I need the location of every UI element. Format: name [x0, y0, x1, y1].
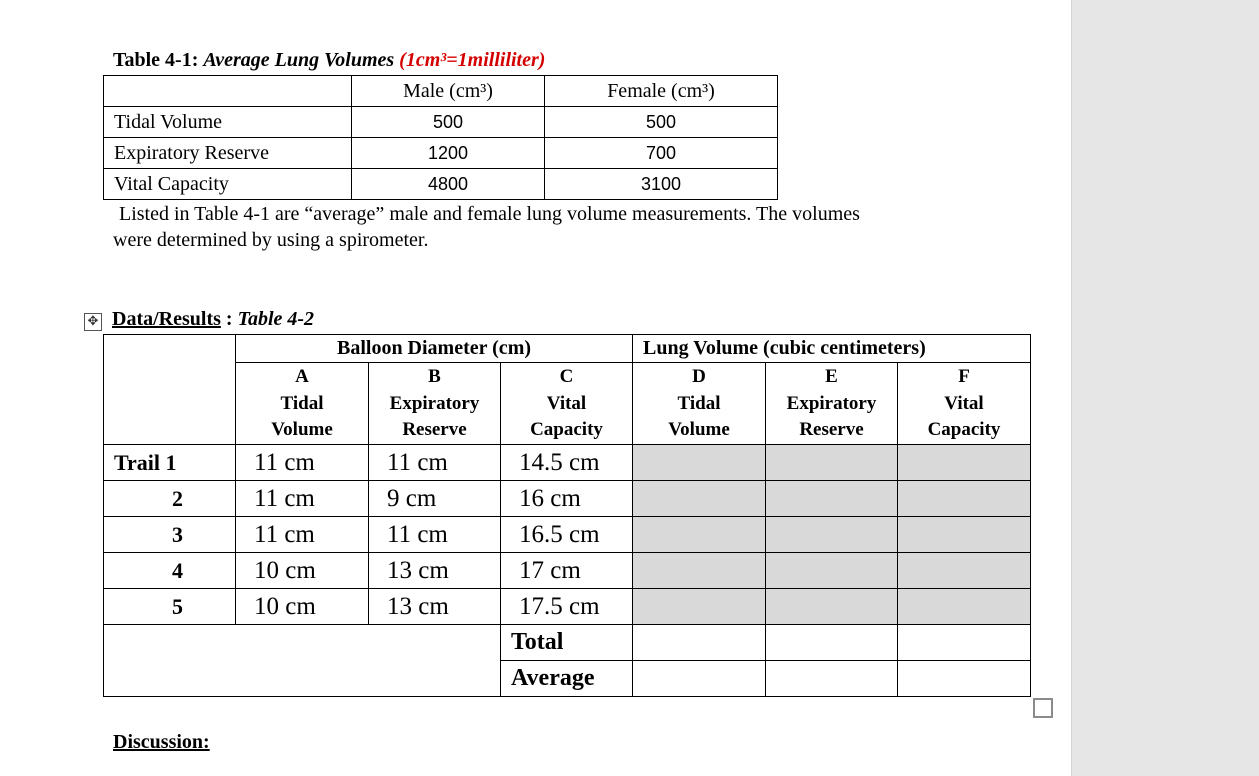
data-results-heading: Data/Results: [112, 308, 221, 330]
table-cell: Vital Capacity: [104, 169, 352, 200]
table-cell[interactable]: 17 cm: [501, 553, 633, 589]
column-header-a: [236, 363, 369, 445]
paragraph-line: Listed in Table 4-1 are “average” male and female lung volume measurements. The volumes: [119, 203, 860, 225]
shaded-cell[interactable]: [898, 481, 1031, 517]
column-label: Reserve: [402, 419, 467, 440]
shaded-cell[interactable]: [633, 481, 766, 517]
table-cell[interactable]: [104, 625, 501, 697]
table-row: [104, 107, 778, 138]
caption-separator: :: [225, 308, 233, 330]
table-cell[interactable]: 17.5 cm: [501, 589, 633, 625]
table-row: [104, 589, 1031, 625]
total-cell-f[interactable]: [898, 625, 1031, 661]
total-label: Total: [501, 625, 633, 661]
table-cell[interactable]: 13 cm: [369, 553, 501, 589]
column-label: Reserve: [799, 419, 864, 440]
table-cell[interactable]: 11 cm: [236, 481, 369, 517]
table-row: [104, 445, 1031, 481]
table-cell[interactable]: 10 cm: [236, 589, 369, 625]
table-cell[interactable]: 16 cm: [501, 481, 633, 517]
table-cell[interactable]: 10 cm: [236, 553, 369, 589]
table-cell[interactable]: [104, 76, 352, 107]
column-label: Vital: [546, 392, 587, 414]
table-cell: 500: [545, 107, 778, 138]
column-letter: C: [559, 366, 574, 387]
column-letter: B: [428, 366, 441, 387]
table-cell[interactable]: 11 cm: [369, 445, 501, 481]
group-header-lung-volume: Lung Volume (cubic centimeters): [633, 335, 1031, 363]
table-cell: 500: [352, 107, 545, 138]
shaded-cell[interactable]: [766, 517, 898, 553]
table-cell[interactable]: 11 cm: [236, 445, 369, 481]
table1-description: [113, 201, 943, 253]
table-cell: Tidal Volume: [104, 107, 352, 138]
table-row: [104, 481, 1031, 517]
table-header: Female (cm³): [545, 76, 778, 107]
shaded-cell[interactable]: [633, 517, 766, 553]
trail-label: Trail 1: [104, 445, 236, 481]
table-row: [104, 363, 1031, 445]
average-label: Average: [501, 661, 633, 697]
column-label: Tidal: [280, 392, 324, 414]
discussion-heading: Discussion:: [113, 731, 210, 753]
table-cell: 1200: [352, 138, 545, 169]
table-cell[interactable]: 11 cm: [369, 517, 501, 553]
column-label: Capacity: [927, 419, 1001, 440]
table-row: [104, 553, 1031, 589]
table-header: Male (cm³): [352, 76, 545, 107]
column-header-e: [766, 363, 898, 445]
table-row: [104, 335, 1031, 363]
document-margin-panel: [1071, 0, 1259, 776]
table-cell[interactable]: 13 cm: [369, 589, 501, 625]
average-cell-e[interactable]: [766, 661, 898, 697]
table1-lung-volumes: [103, 75, 778, 200]
table-cell: Expiratory Reserve: [104, 138, 352, 169]
table-cell[interactable]: [104, 335, 236, 445]
table1-caption: Table 4-1: Average Lung Volumes (1cm³=1milliliter): [113, 49, 546, 71]
shaded-cell[interactable]: [766, 481, 898, 517]
table-row: [104, 76, 778, 107]
column-header-b: [369, 363, 501, 445]
average-cell-f[interactable]: [898, 661, 1031, 697]
trail-label: 3: [104, 517, 236, 553]
column-letter: E: [825, 366, 838, 387]
trail-label: 4: [104, 553, 236, 589]
table-row: [104, 138, 778, 169]
shaded-cell[interactable]: [898, 589, 1031, 625]
table1-caption-number: Table 4-1: [113, 49, 192, 71]
table-row: [104, 625, 1031, 661]
column-header-c: [501, 363, 633, 445]
column-label: Expiratory: [389, 392, 480, 414]
shaded-cell[interactable]: [898, 553, 1031, 589]
table2-caption: [112, 308, 314, 331]
shaded-cell[interactable]: [633, 553, 766, 589]
table2-caption-title: Table 4-2: [237, 308, 315, 330]
column-label: Vital: [944, 392, 984, 414]
table-row: [104, 169, 778, 200]
table-cell[interactable]: 16.5 cm: [501, 517, 633, 553]
move-handle-icon[interactable]: ✥: [84, 313, 102, 331]
column-header-d: [633, 363, 766, 445]
shaded-cell[interactable]: [633, 445, 766, 481]
table-cell: 700: [545, 138, 778, 169]
paragraph-line: were determined by using a spirometer.: [113, 229, 429, 251]
shaded-cell[interactable]: [898, 445, 1031, 481]
table-cell[interactable]: 9 cm: [369, 481, 501, 517]
column-label: Capacity: [530, 419, 603, 440]
table1-caption-unit: (1cm³=1milliliter): [399, 49, 546, 71]
table-cell[interactable]: 11 cm: [236, 517, 369, 553]
table-row: [104, 517, 1031, 553]
trail-label: 5: [104, 589, 236, 625]
total-cell-d[interactable]: [633, 625, 766, 661]
trail-label: 2: [104, 481, 236, 517]
resize-handle-icon[interactable]: [1033, 698, 1053, 718]
column-letter: D: [692, 366, 706, 387]
table-cell: 3100: [545, 169, 778, 200]
table1-caption-title: Average Lung Volumes: [203, 49, 395, 71]
column-label: Expiratory: [786, 392, 877, 414]
shaded-cell[interactable]: [898, 517, 1031, 553]
shaded-cell[interactable]: [766, 553, 898, 589]
shaded-cell[interactable]: [766, 589, 898, 625]
column-label: Volume: [668, 419, 730, 440]
shaded-cell[interactable]: [766, 445, 898, 481]
shaded-cell[interactable]: [633, 589, 766, 625]
average-cell-d[interactable]: [633, 661, 766, 697]
table-cell[interactable]: 14.5 cm: [501, 445, 633, 481]
column-label: Tidal: [677, 392, 721, 414]
total-cell-e[interactable]: [766, 625, 898, 661]
column-label: Volume: [271, 419, 333, 440]
column-header-f: [898, 363, 1031, 445]
column-letter: F: [958, 366, 970, 387]
table-cell: 4800: [352, 169, 545, 200]
column-letter: A: [295, 366, 309, 387]
table2-results: [103, 334, 1031, 697]
group-header-balloon-diameter: Balloon Diameter (cm): [236, 335, 633, 363]
